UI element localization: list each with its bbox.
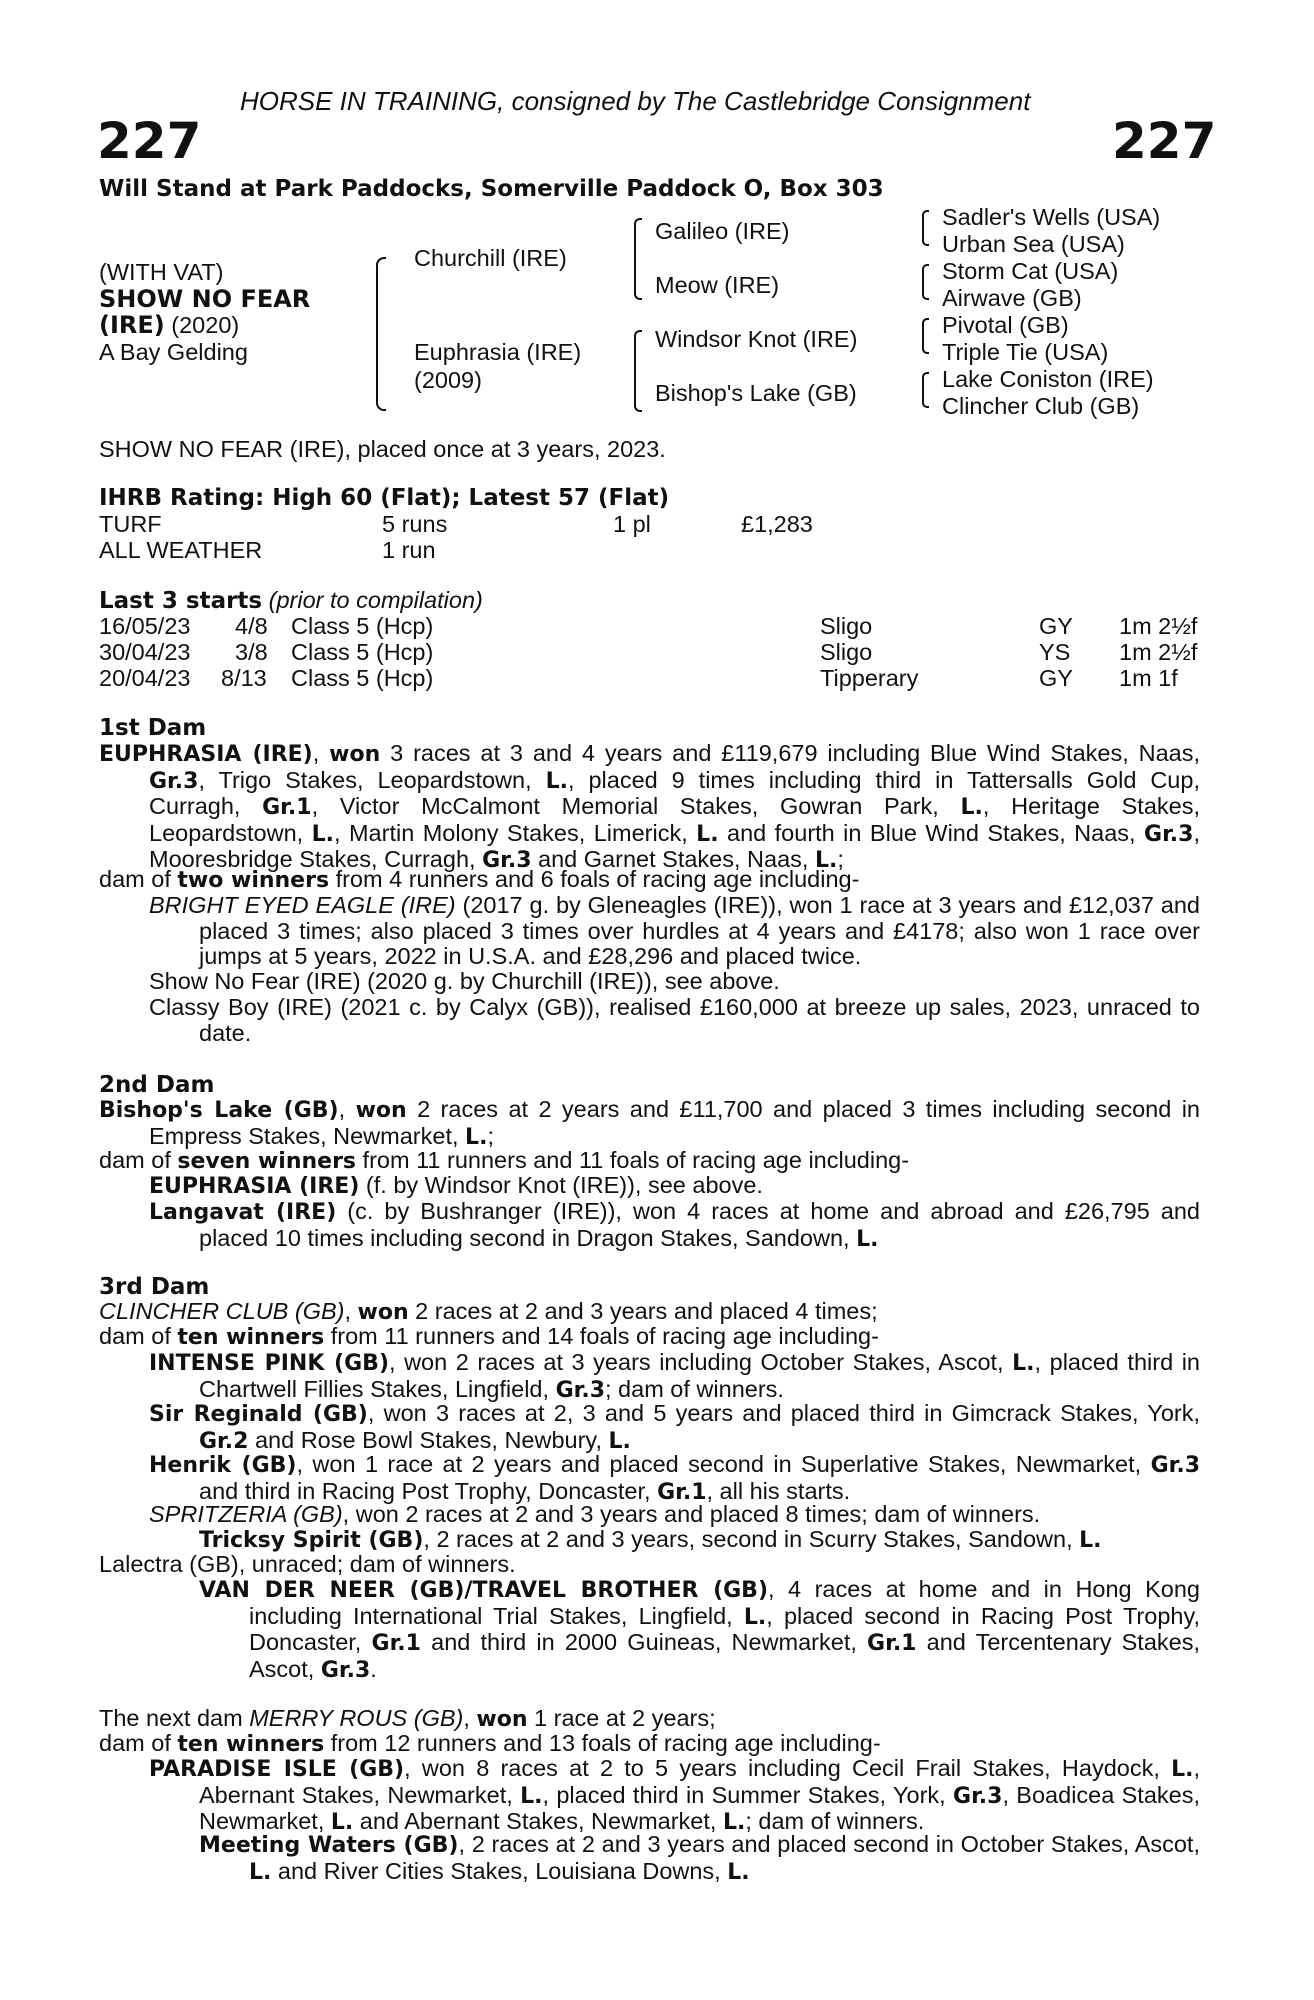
text-run: , Heritage Stakes, Leopardstown, <box>149 793 1200 846</box>
next-dam-produce-summary <box>99 1731 1200 1758</box>
produce-entry <box>149 1199 1200 1252</box>
text-run: , placed third in Chartwell Fillies Stakes, Lingfield, <box>199 1349 1200 1402</box>
text-run: L. <box>960 795 983 820</box>
pedigree-g6: Triple Tie (USA) <box>942 339 1109 365</box>
text-run: 1 race at 2 years; <box>527 1705 716 1731</box>
dam2-record <box>99 1097 1200 1150</box>
text-run: 2 races at 2 and 3 years and placed 4 times; <box>408 1298 878 1324</box>
text-run: Langavat (IRE) <box>149 1200 337 1225</box>
pedigree-g8: Clincher Club (GB) <box>942 393 1140 419</box>
text-run: Classy Boy (IRE) (2021 c. by Calyx (GB)), realised £160,000 at breeze up sales, 2023, unraced to date. <box>149 994 1200 1046</box>
text-run: , all his starts. <box>706 1477 851 1504</box>
start-dist: 1m 1f <box>1119 665 1178 691</box>
pedigree-sire-dam: Meow (IRE) <box>655 272 780 298</box>
text-run: seven winners <box>177 1149 357 1174</box>
text-run: and Abernant Stakes, Newmarket, <box>353 1808 723 1834</box>
starts-title-bold: Last 3 starts <box>99 588 263 614</box>
text-run: PARADISE ISLE (GB) <box>149 1757 405 1782</box>
text-run: Gr.3 <box>320 1657 371 1683</box>
text-run: L. <box>465 1124 488 1150</box>
pedigree-sire-sire: Galileo (IRE) <box>655 218 790 244</box>
pedigree-dam-sire: Windsor Knot (IRE) <box>655 326 858 352</box>
text-run: from 11 runners and 14 foals of racing age including- <box>324 1323 879 1349</box>
text-run: 3 races at 3 and 4 years and £119,679 including Blue Wind Stakes, Naas, <box>380 740 1201 766</box>
text-run: The next dam <box>99 1705 250 1731</box>
starts-title <box>99 587 483 614</box>
text-run: dam of <box>99 866 178 892</box>
pedigree-g2: Urban Sea (USA) <box>942 231 1125 257</box>
start-course: Sligo <box>820 613 873 639</box>
text-run: , Abernant Stakes, Newmarket, <box>199 1755 1201 1808</box>
lot-number-right: 227 <box>1112 112 1217 170</box>
start-pos: 3/8 <box>235 639 268 665</box>
text-run: Gr.1 <box>371 1631 421 1656</box>
text-run: EUPHRASIA (IRE) <box>149 1174 360 1199</box>
text-run: , <box>312 740 330 766</box>
text-run: and Tercentenary Stakes, Ascot, <box>249 1629 1200 1682</box>
text-run: won <box>329 742 381 767</box>
text-run: EUPHRASIA (IRE) <box>99 742 313 767</box>
text-run: Gr.3 <box>482 848 532 873</box>
rating-title: IHRB Rating: High 60 (Flat); Latest 57 (Flat) <box>99 485 670 511</box>
rating-surface: TURF <box>99 511 162 537</box>
text-run: (c. by Bushranger (IRE)), won 4 races at home and abroad and £26,795 and placed 10 times including second in Dragon Stakes, Sandown, <box>199 1198 1200 1251</box>
pedigree-brace-g4 <box>922 372 929 408</box>
starts-title-note: (prior to compilation) <box>262 587 483 613</box>
pedigree-g7: Lake Coniston (IRE) <box>942 366 1154 392</box>
text-run: , 2 races at 2 and 3 years, second in Scurry Stakes, Sandown, <box>423 1526 1080 1552</box>
start-going: GY <box>1039 613 1073 639</box>
vat-note: (WITH VAT) <box>99 259 224 285</box>
start-date: 20/04/23 <box>99 665 191 691</box>
text-run: L. <box>1171 1757 1194 1782</box>
dam3-record <box>99 1299 1200 1326</box>
text-run: CLINCHER CLUB (GB) <box>99 1298 345 1324</box>
text-run: Gr.3 <box>149 768 199 794</box>
dam3-grandproduce-1 <box>199 1527 1200 1554</box>
pedigree-g5: Pivotal (GB) <box>942 312 1069 338</box>
text-run: . <box>370 1655 377 1682</box>
text-run: SPRITZERIA (GB) <box>149 1501 343 1527</box>
text-run: L. <box>856 1226 879 1252</box>
text-run: L. <box>520 1783 543 1809</box>
start-race: Class 5 (Hcp) <box>291 639 434 665</box>
text-run: Gr.3 <box>1150 1453 1200 1478</box>
start-row <box>99 665 1200 691</box>
pedigree-brace-sire <box>634 218 642 300</box>
text-run: , Mooresbridge Stakes, Curragh, <box>149 819 1200 872</box>
start-pos: 8/13 <box>221 665 267 691</box>
dam2-heading: 2nd Dam <box>99 1072 215 1098</box>
text-run: , <box>338 1096 356 1122</box>
start-race: Class 5 (Hcp) <box>291 665 434 691</box>
horse-country: (IRE) <box>99 311 165 339</box>
text-run: two winners <box>177 868 330 893</box>
text-run: and Rose Bowl Stakes, Newbury, <box>248 1426 609 1453</box>
horse-name: SHOW NO FEAR <box>99 285 311 313</box>
text-run: Gr.1 <box>867 1631 917 1656</box>
pedigree-g4: Airwave (GB) <box>942 285 1082 311</box>
dam3-heading: 3rd Dam <box>99 1274 210 1300</box>
text-run: L. <box>545 768 568 794</box>
text-run: MERRY ROUS (GB) <box>249 1705 464 1731</box>
start-going: YS <box>1039 639 1071 665</box>
rating-row-turf <box>99 511 1200 537</box>
text-run: and third in Racing Post Trophy, Doncaster, <box>199 1477 658 1504</box>
pedigree-g3: Storm Cat (USA) <box>942 258 1119 284</box>
start-pos: 4/8 <box>235 613 268 639</box>
text-run: , Boadicea Stakes, Newmarket, <box>199 1781 1201 1834</box>
text-run: L. <box>330 1810 354 1835</box>
text-run: L. <box>696 821 719 847</box>
text-run: and fourth in Blue Wind Stakes, Naas, <box>718 819 1145 846</box>
text-run: , placed 9 times including third in Tattersalls Gold Cup, Curragh, <box>149 766 1200 819</box>
pedigree-dam-year: (2009) <box>414 367 482 393</box>
text-run: , placed third in Summer Stakes, York, <box>542 1781 954 1808</box>
stand-location: Will Stand at Park Paddocks, Somerville Paddock O, Box 303 <box>99 176 884 202</box>
text-run: Tricksy Spirit (GB) <box>199 1528 424 1553</box>
produce-entry <box>149 893 1200 970</box>
text-run: dam of <box>99 1323 178 1349</box>
pedigree-g1: Sadler's Wells (USA) <box>942 204 1161 230</box>
text-run: VAN DER NEER (GB)/TRAVEL BROTHER (GB) <box>199 1578 769 1603</box>
text-run: , <box>344 1298 358 1324</box>
produce-entry <box>149 1756 1200 1836</box>
text-run: , Trigo Stakes, Leopardstown, <box>198 766 546 793</box>
produce-entry <box>149 1502 1200 1528</box>
produce-entry <box>149 1401 1200 1454</box>
text-run: ten winners <box>177 1732 325 1757</box>
dam3-grandproduce-2 <box>199 1577 1200 1683</box>
horse-year: (2020) <box>164 312 240 338</box>
horse-description: A Bay Gelding <box>99 339 248 365</box>
text-run: Meeting Waters (GB) <box>199 1833 459 1858</box>
dam3-lalectra <box>99 1552 1200 1578</box>
text-run: , Martin Molony Stakes, Limerick, <box>334 819 697 846</box>
produce-entry <box>149 969 1200 995</box>
text-run: , placed second in Racing Post Trophy, Doncaster, <box>249 1602 1200 1655</box>
text-run: Gr.3 <box>1144 821 1194 847</box>
text-run: dam of <box>99 1147 178 1173</box>
produce-entry <box>149 1173 1200 1200</box>
text-run: from 12 runners and 13 foals of racing age including- <box>324 1730 881 1756</box>
text-run: Gr.1 <box>262 795 312 820</box>
rating-row-aw <box>99 537 1200 563</box>
start-dist: 1m 2½f <box>1119 613 1198 639</box>
text-run: INTENSE PINK (GB) <box>149 1351 389 1376</box>
dam1-produce-summary <box>99 867 1200 894</box>
text-run: L. <box>722 1810 746 1835</box>
text-run: , won 2 races at 3 years including October Stakes, Ascot, <box>389 1349 1013 1375</box>
text-run: and Garnet Stakes, Naas, <box>531 846 815 872</box>
text-run: L. <box>814 848 838 873</box>
dam2-produce-summary <box>99 1148 1200 1175</box>
lot-number-left: 227 <box>97 112 202 170</box>
text-run: Lalectra (GB), unraced; dam of winners. <box>99 1551 516 1577</box>
produce-entry <box>149 995 1200 1046</box>
text-run: L. <box>1079 1528 1102 1553</box>
pedigree-dam-dam: Bishop's Lake (GB) <box>655 380 857 406</box>
text-run: ten winners <box>177 1325 325 1350</box>
text-run: Gr.1 <box>657 1479 707 1505</box>
text-run: ; dam of winners. <box>605 1375 784 1402</box>
text-run: Show No Fear (IRE) (2020 g. by Churchill (IRE)), see above. <box>149 968 780 994</box>
pedigree-brace-g1 <box>922 210 929 246</box>
start-dist: 1m 2½f <box>1119 639 1198 665</box>
text-run: , won 2 races at 2 and 3 years and placed 8 times; dam of winners. <box>342 1501 1041 1527</box>
text-run: Henrik (GB) <box>149 1453 297 1478</box>
text-run: Gr.3 <box>953 1783 1003 1809</box>
text-run: from 4 runners and 6 foals of racing age including- <box>329 866 860 892</box>
pedigree-dam: Euphrasia (IRE) <box>414 339 582 365</box>
text-run: won <box>357 1300 409 1325</box>
start-row <box>99 613 1200 639</box>
text-run: from 11 runners and 11 foals of racing age including- <box>356 1147 910 1173</box>
text-run: ; dam of winners. <box>745 1808 925 1834</box>
start-going: GY <box>1039 665 1073 691</box>
text-run: L. <box>1012 1351 1035 1376</box>
next-dam-record <box>99 1706 1200 1733</box>
text-run: and third in 2000 Guineas, Newmarket, <box>420 1629 868 1655</box>
text-run: Gr.2 <box>199 1428 249 1454</box>
pedigree-brace-dam <box>634 330 642 412</box>
horse-origin-year <box>99 311 239 339</box>
pedigree-brace-g2 <box>922 264 929 300</box>
rating-runs: 1 run <box>382 537 436 563</box>
rating-placed: 1 pl <box>613 511 651 537</box>
text-run: 2 races at 2 years and £11,700 and placed 3 times including second in Empress Stakes, Newmarket, <box>149 1096 1200 1149</box>
text-run: Sir Reginald (GB) <box>149 1402 368 1427</box>
text-run: (f. by Windsor Knot (IRE)), see above. <box>359 1172 763 1198</box>
rating-prize: £1,283 <box>741 511 813 537</box>
text-run: L. <box>727 1859 750 1885</box>
rating-surface: ALL WEATHER <box>99 537 263 563</box>
text-run: L. <box>249 1859 272 1885</box>
text-run: L. <box>311 821 334 847</box>
start-date: 30/04/23 <box>99 639 191 665</box>
start-race: Class 5 (Hcp) <box>291 613 434 639</box>
next-dam-grandproduce-1 <box>199 1832 1200 1885</box>
text-run: BRIGHT EYED EAGLE (IRE) <box>149 892 456 918</box>
produce-entry <box>149 1350 1200 1403</box>
rating-runs: 5 runs <box>382 511 448 537</box>
text-run: , Victor McCalmont Memorial Stakes, Gowran Park, <box>311 793 961 819</box>
dam3-produce-summary <box>99 1324 1200 1351</box>
text-run: , won 3 races at 2, 3 and 5 years and placed third in Gimcrack Stakes, York, <box>367 1400 1200 1426</box>
text-run: Gr.3 <box>555 1377 605 1403</box>
text-run: and River Cities Stakes, Louisiana Downs, <box>271 1857 728 1884</box>
dam1-heading: 1st Dam <box>99 715 207 741</box>
pedigree-brace-main <box>376 257 386 411</box>
start-row <box>99 639 1200 665</box>
text-run: L. <box>608 1428 631 1454</box>
dam1-record <box>99 741 1200 874</box>
racing-summary: SHOW NO FEAR (IRE), placed once at 3 years, 2023. <box>99 436 666 462</box>
consignor-line: HORSE IN TRAINING, consigned by The Castlebridge Consignment <box>240 86 1031 116</box>
start-date: 16/05/23 <box>99 613 191 639</box>
text-run: (2017 g. by Gleneagles (IRE)), won 1 race at 3 years and £12,037 and placed 3 times; also placed 3 times over hurdles at 4 years and £4178; also won 1 race over jumps at 5 years, 2022 in U.S.A. and £28,296 and placed twice. <box>199 892 1200 969</box>
text-run: , won 8 races at 2 to 5 years including Cecil Frail Stakes, Haydock, <box>404 1755 1172 1781</box>
text-run: won <box>355 1098 407 1123</box>
text-run: , 4 races at home and in Hong Kong including International Trial Stakes, Lingfield, <box>249 1576 1200 1629</box>
text-run: , <box>463 1705 477 1731</box>
produce-entry <box>149 1452 1200 1505</box>
pedigree-sire: Churchill (IRE) <box>414 245 567 271</box>
text-run: Bishop's Lake (GB) <box>99 1098 339 1123</box>
pedigree-brace-g3 <box>922 318 929 354</box>
text-run: , 2 races at 2 and 3 years and placed second in October Stakes, Ascot, <box>458 1831 1200 1857</box>
text-run: ; <box>487 1122 494 1149</box>
text-run: won <box>476 1707 528 1732</box>
start-course: Tipperary <box>820 665 919 691</box>
text-run: , won 1 race at 2 years and placed second in Superlative Stakes, Newmarket, <box>296 1451 1151 1477</box>
text-run: L. <box>743 1604 767 1630</box>
start-course: Sligo <box>820 639 873 665</box>
text-run: dam of <box>99 1730 178 1756</box>
text-run: ; <box>837 846 844 872</box>
